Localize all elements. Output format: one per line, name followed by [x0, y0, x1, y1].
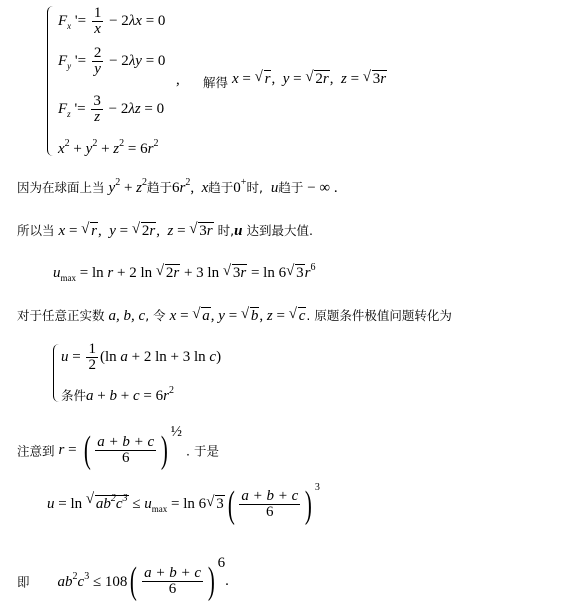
sphere-line: 因为在球面上当 $y^2 + z^2$趋于$6r^2$, x趋于0+时, u趋于 − ∞ .	[17, 177, 338, 196]
system2-eq1: u = $\frac{1}{2}$ (ln a + 2 ln + 3 ln c)	[61, 341, 222, 373]
inequality-1: u = ln √ $ab^2c^3 \le u_{max} = \ln 6√$ 3 ( $\frac{a + b + c}{6}$ ) $^3$	[47, 482, 320, 527]
system1-eq2: $F_y$ '= $\frac{2}{y}$ − 2λy = 0	[58, 45, 166, 77]
note-line: 注意到 r = ( $\frac{a + b + c}{6}$ ) $^{\frac{1}{2}}$ . 于是	[17, 424, 219, 472]
solution: x = √ r, y = √ 2r, z = √ 3r	[232, 71, 387, 88]
solve-label: 解得	[203, 75, 229, 90]
system1-eq3: $F_z$ '= $\frac{3}{z}$ − 2λz = 0	[58, 93, 165, 125]
final-line: 即 $ab^2c^3 \le 108$( $\frac{a + b + c}{6}$ ) $^6$.	[17, 555, 229, 603]
system1-eq4: $x^2 + y^2 + z^2 = 6r^2$	[58, 138, 159, 157]
max-condition-line: 所以当 x = √ r, y = √ 2r, z = √ 3r 时,u 达到最大值.	[17, 221, 313, 240]
umax-equation: $u_{max} = \ln r + 2$ ln √ 2r + 3 ln √ 3r = ln 6√ $3r^6$	[53, 262, 315, 283]
system2-eq2: 条件$a + b + c = 6r^2$	[61, 385, 174, 404]
substitution-line: 对于任意正实数 a, b, c, 令 x = √ a, y = √ b, z = √ c. 原题条件极值问题转化为	[17, 306, 452, 325]
system1-eq1: $F_x$ '= $\frac{1}{x}$ − 2λx = 0	[58, 5, 166, 37]
system1-brace	[47, 6, 56, 156]
system1-comma: ,	[176, 72, 180, 88]
